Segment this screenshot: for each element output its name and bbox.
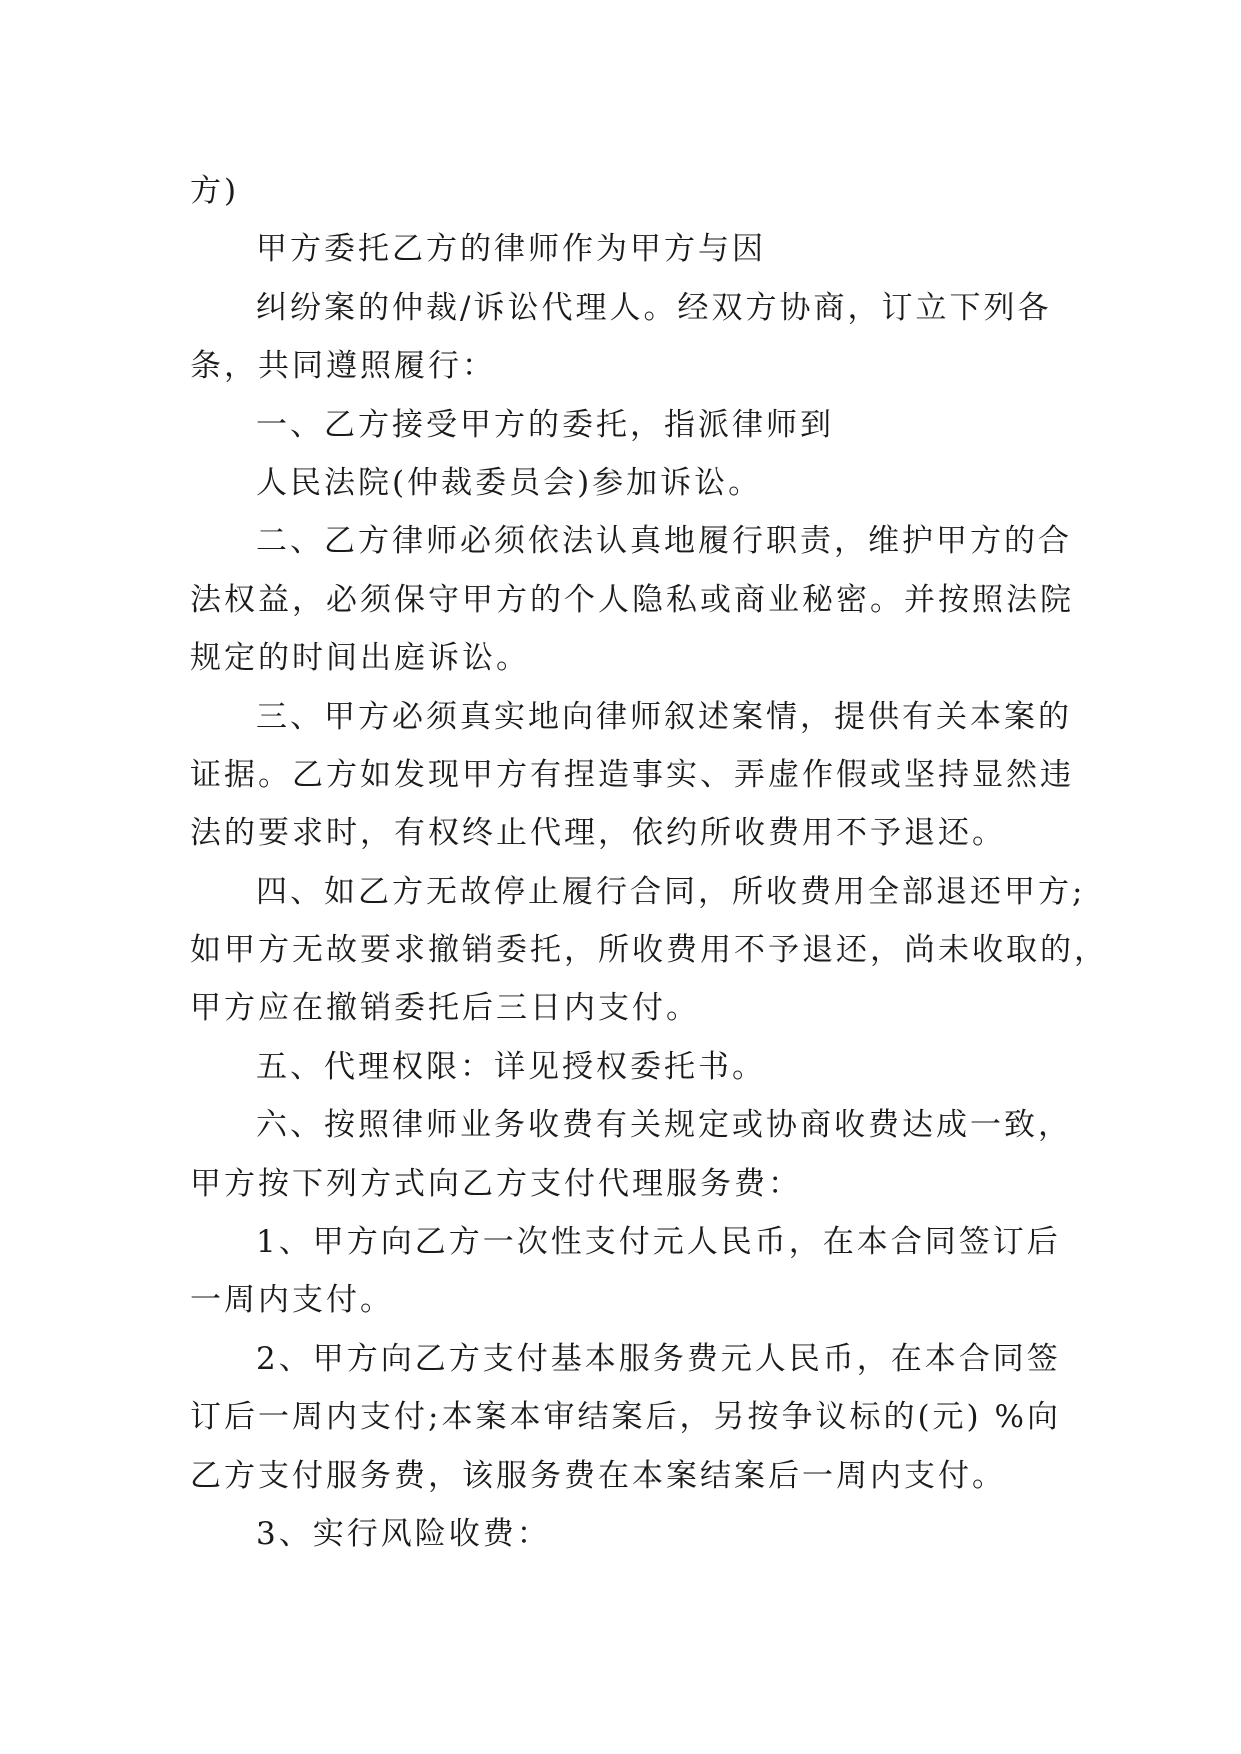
text-line: 甲方委托乙方的律师作为甲方与因	[256, 231, 766, 268]
text-line: 法权益，必须保守甲方的个人隐私或商业秘密。并按照法院	[190, 581, 1074, 618]
text-line: 3、实行风险收费：	[256, 1515, 551, 1552]
text-line: 订后一周内支付;本案本审结案后，另按争议标的(元) %向	[190, 1399, 1061, 1436]
text-line: 甲方按下列方式向乙方支付代理服务费：	[190, 1165, 802, 1202]
contract-text	[190, 162, 1108, 1563]
text-line: 人民法院(仲裁委员会)参加诉讼。	[256, 464, 763, 501]
text-line: 1、甲方向乙方一次性支付元人民币，在本合同签订后	[256, 1224, 1061, 1261]
text-line: 纠纷案的仲裁/诉讼代理人。经双方协商，订立下列各	[256, 289, 1052, 326]
text-line: 如甲方无故要求撤销委托，所收费用不予退还，尚未收取的，	[190, 932, 1108, 969]
text-line: 甲方应在撤销委托后三日内支付。	[190, 990, 700, 1027]
text-line: 方)	[190, 173, 240, 209]
text-line: 五、代理权限：详见授权委托书。	[256, 1048, 766, 1085]
text-line: 法的要求时，有权终止代理，依约所收费用不予退还。	[190, 815, 1006, 852]
text-line: 一周内支付。	[190, 1282, 394, 1319]
text-line: 三、甲方必须真实地向律师叙述案情，提供有关本案的	[256, 698, 1072, 735]
text-line: 四、如乙方无故停止履行合同，所收费用全部退还甲方;	[256, 873, 1086, 910]
text-line: 乙方支付服务费，该服务费在本案结案后一周内支付。	[190, 1457, 1006, 1494]
text-line: 二、乙方律师必须依法认真地履行职责，维护甲方的合	[256, 523, 1072, 560]
text-line: 六、按照律师业务收费有关规定或协商收费达成一致，	[256, 1107, 1072, 1144]
text-line: 一、乙方接受甲方的委托，指派律师到	[256, 406, 834, 443]
text-line: 规定的时间出庭诉讼。	[190, 640, 530, 677]
text-line: 证据。乙方如发现甲方有捏造事实、弄虚作假或坚持显然违	[190, 756, 1074, 793]
text-line: 条，共同遵照履行：	[190, 348, 496, 385]
text-line: 2、甲方向乙方支付基本服务费元人民币，在本合同签	[256, 1340, 1061, 1377]
